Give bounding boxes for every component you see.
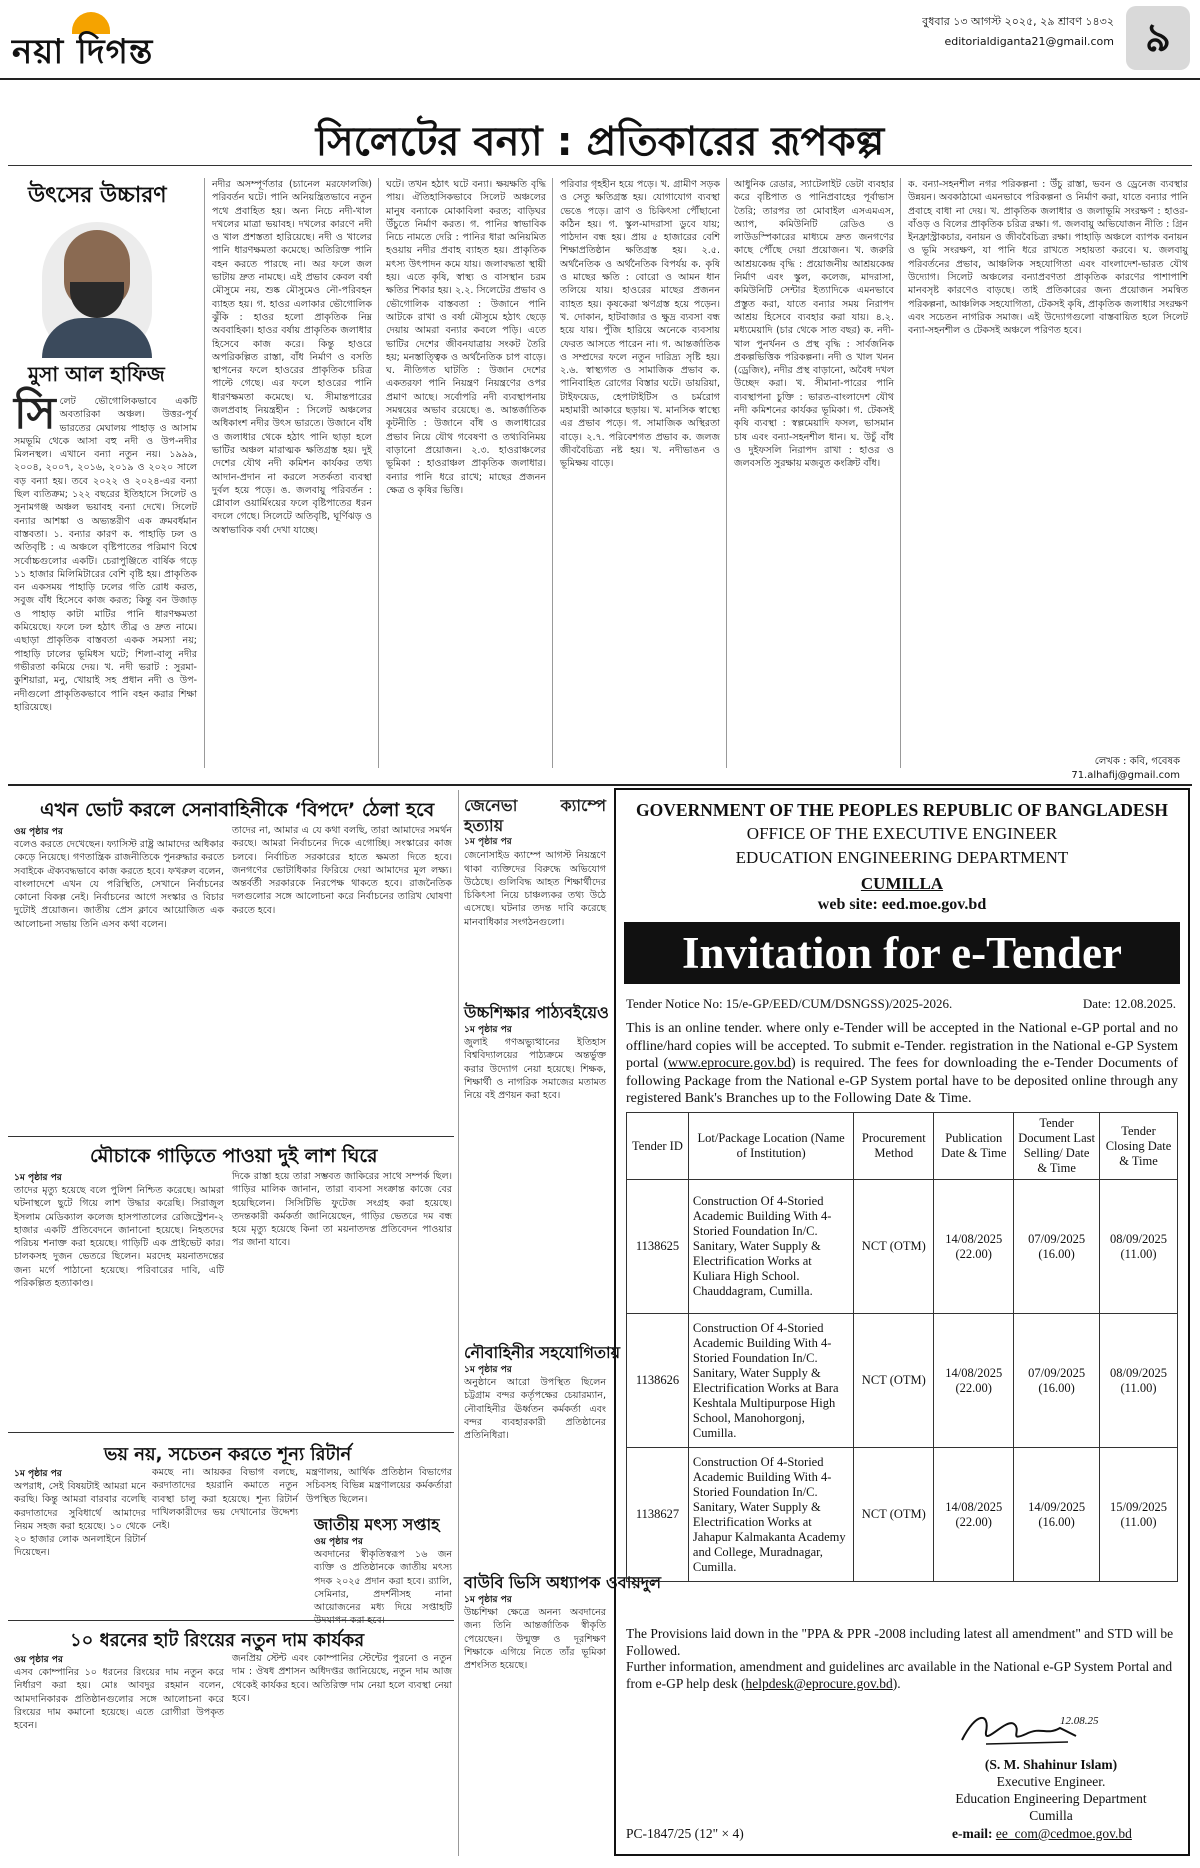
story-kicker: ১ম পৃষ্ঠার পর (14, 1469, 62, 1479)
publication-date: 14/08/2025 (22.00) (934, 1180, 1014, 1314)
story-kicker: ওয় পৃষ্ঠার পর (14, 1655, 63, 1665)
article-column-1 (14, 388, 197, 775)
story-kicker: ১ম পৃষ্ঠার পর (464, 837, 512, 847)
story-head[interactable]: নৌবাহিনীর সহযোগিতায় (464, 1343, 621, 1362)
story-body: জেনোসাইড ক্যাম্পে আগস্ট নিয়ন্ত্রণে থাকা ব্যক্তিদের বিরুদ্ধে অভিযোগ উঠেছে। গুলিবিদ্ধ আহত শিক্ষার্থীদের চিকিৎসা নিয়ে চাঞ্চল্যকর তথ্য উঠে এসেছে। ঘটনার তদন্ত দাবি করেছে মানবাধিকার সংগঠনগুলো। (464, 850, 606, 928)
tender-table (626, 1112, 1178, 1582)
story-rule (8, 1136, 454, 1137)
author-beard (70, 282, 124, 318)
story-text: জনপ্রিয় স্টেন্ট এবং কোম্পানির স্টেন্টের পুরনো ও নতুন দাম : ঔষধ প্রশাসন অধিদপ্তর জানিয়েছে, নতুন দাম আজ থেকেই কার্যকর হবে। অতিরিক্ত দাম নেয়া হলে ব্যবস্থা নেয়া হবে। (232, 1653, 452, 1704)
ad-department: EDUCATION ENGINEERING DEPARTMENT (735, 848, 1069, 867)
story-kicker: ওয় পৃষ্ঠার পর (14, 827, 63, 837)
story-head[interactable]: জেনেভা ক্যাম্পে হত্যায় (464, 796, 606, 835)
header-publication: Publication Date & Time (934, 1113, 1014, 1180)
story-text: কমছে না। আয়কর বিভাগ বলছে, করদাতাদের হয়রানি কমাতে নতুন ব্যবস্থা চালু করা হয়েছে। শূন্য রিটার্ন দাখিলকারীদের ভয় দেখানোর উদ্দেশ্য নেই। (152, 1467, 298, 1532)
article-headline: সিলেটের বন্যা : প্রতিকারের রূপকল্প (315, 119, 885, 165)
tender-notice-number: Tender Notice No: 15/e-GP/EED/CUM/DSNGSS)/2025-2026. (626, 996, 953, 1011)
header-closing: Tender Closing Date & Time (1100, 1113, 1178, 1180)
column-divider (900, 178, 901, 768)
story-text: অবদানের স্বীকৃতিস্বরূপ ১৬ জন ব্যক্তি ও প্রতিষ্ঠানকে জাতীয় মৎস্য পদক ২০২৫ প্রদান করা হবে। র‍্যালি, সেমিনার, প্রদর্শনীসহ নানা আয়োজনের মধ্য দিয়ে সপ্তাহটি (314, 1549, 452, 1614)
story-kicker: ১ম পৃষ্ঠার পর (464, 1595, 512, 1605)
story-text: উচ্চশিক্ষা ক্ষেত্রে অনন্য অবদানের জন্য তিনি আন্তর্জাতিক স্বীকৃতি পেয়েছেন। উন্মুক্ত ও দূরশিক্ষণ শিক্ষাকে এগিয়ে নিতে তাঁর ভূমিকা প্রশংসিত হয়েছে। (464, 1607, 606, 1672)
story-head[interactable]: উচ্চশিক্ষার পাঠ্যবইয়েও (464, 1003, 609, 1022)
story-text: জুলাই গণঅভ্যুত্থানের ইতিহাস বিশ্ববিদ্যালয়ের পাঠ্যক্রমে অন্তর্ভুক্ত করার উদ্যোগ নেয়া হয়েছে। শিক্ষক, শিক্ষার্থী ও নাগরিক সমাজের মতামত নিয়ে বই প্রণয়ন করা হবে। (464, 1037, 606, 1102)
tender-id: 1138626 (627, 1314, 689, 1448)
table-row (627, 1180, 1178, 1314)
publication-date: 14/08/2025 (22.00) (934, 1314, 1014, 1448)
tender-intro (626, 1020, 1178, 1108)
signer-block (916, 1756, 1186, 1824)
story-kicker: ১ম পৃষ্ঠার পর (464, 1025, 512, 1035)
editorial-email[interactable]: editorialdiganta21@gmail.com (944, 35, 1114, 48)
header-selling: Tender Document Last Selling/ Date & Time (1014, 1113, 1100, 1180)
article-text-1: লেট ভৌগোলিকভাবে একটি অবতারিকা অঞ্চল। উত্তর-পূর্ব ভারতের মেঘালয় পাহাড় ও আসাম সমভূমি থেকে আসা বহু নদী ও উপ-নদীর মিলনস্থল। এখানে বন্যা নতুন নয়। ১৯৯৯, ২০০৪, ২০০৭, ২০১৬, ২০১৯ ও ২০২০ সালে বড় বন্যা হয়। তবে ২০২২ ও ২০২৪-এর বন্যা ছিল ব্যতিক্রম; ১২২ বছরের ইতিহাসে সিলেট ও সুনামগঞ্জ অঞ্চল ভয়াবহ বন্যা দেখে। সিলেট বন্যার আশঙ্কা ও অভ্যন্তরীণ এক ক্রমবর্ধমান বাস্তবতা। ১. বন্যার কারণ ক. পাহাড়ি ঢল ও অতিবৃষ্টি : এ অঞ্চলে বৃষ্টিপাতের পরিমাণ বিশ্বে সর্বোচ্চগুলোর একটি। চেরাপুঞ্জিতে বার্ষিক গড়ে ১১ হাজার মিলিমিটারের বেশি বৃষ্টি হয়। প্রাকৃতিক বন একসময় পাহাড়ি ঢলের গতি রোধ করত, সবুজ বাঁধ হিসেবে কাজ করত; কিন্তু বন উজাড় ও পাহাড় কাটা মাটির পানি ধারণক্ষমতা কমিয়েছে। ফলে ঢল হঠাৎ তীব্র ও দ্রুত নামে। এছাড়া প্রাকৃতিক বাস্তবতা একক সমস্যা নয়; পাহাড়ি ঢালের ভূমিধস ঘটে; শিলা-বালু নদীর গভীরতা কমিয়ে দেয়। খ. নদী ভরাট : সুরমা-কুশিয়ারা, মনু, খোয়াই সহ প্রধান নদী ও উপ-নদীগুলো প্রাকৃতিকভাবে পানি বহন করার শিক্ষা হারিয়েছে। (14, 396, 197, 713)
newspaper-logo[interactable] (12, 10, 212, 70)
story-text: অনুষ্ঠানে আরো উপস্থিত ছিলেন চট্টগ্রাম বন্দর কর্তৃপক্ষের চেয়ারম্যান, নৌবাহিনীর ঊর্ধ্বতন কর্মকর্তা এবং বন্দর ব্যবহারকারী প্রতিষ্ঠানের প্রতিনিধিরা। (464, 1377, 606, 1442)
website-link[interactable]: eed.moe.gov.bd (881, 896, 987, 913)
helpdesk-link[interactable]: helpdesk@eprocure.gov.bd (745, 1675, 893, 1691)
column-divider (726, 178, 727, 768)
story-text: দিকে রাস্তা হয়ে তারা সম্ভবত জাকিরের সাথে সম্পর্ক ছিল। গাড়ির মালিক জানান, তারা ব্যবসা সংক্রান্ত কাজে বের হয়েছিলেন। সিসিটিভি ফুটেজ সংগ্রহ করা হয়েছে। তদন্তকারী কর্মকর্তা জানিয়েছেন, গাড়ির ভেতরে দম বন্ধ হয়ে মৃত্যু হয়েছে কিনা তা ময়নাতদন্ত প্রতিবেদন পাওয়ার পর জানা যাবে। (232, 1171, 452, 1249)
story-head[interactable]: জাতীয় মৎস্য সপ্তাহ (314, 1515, 440, 1534)
byline-email[interactable]: 71.alhafij@gmail.com (1071, 770, 1180, 781)
tender-id: 1138627 (627, 1448, 689, 1582)
article-text-5: আধুনিক রেডার, স্যাটেলাইট ডেটা ব্যবহার করে বৃষ্টিপাত ও পানিপ্রবাহের পূর্বাভাস তৈরি; তারপর তা মোবাইল এসএমএস, অ্যাপ, কমিউনিটি রেডিও ও লাউডস্পিকারের মাধ্যমে দ্রুত জনগণের কাছে পৌঁছে দেয়া প্রয়োজন। খ. জরুরি আশ্রয়কেন্দ্র বৃদ্ধি : প্রয়োজনীয় আশ্রয়কেন্দ্র নির্মাণ এবং স্কুল, কলেজ, মাদরাসা, কমিউনিটি সেন্টার ইত্যাদিকে এমনভাবে প্রস্তুত করা, যাতে বন্যার সময় নিরাপদ আশ্রয় হিসেবে ব্যবহার করা যায়। ৪.২. মধ্যমেয়াদি (চার থেকে সাত বছর) ক. নদী-খাল পুনর্খনন ও প্রস্থ বৃদ্ধি : সার্বজনিক প্রকল্পভিত্তিক পরিকল্পনা। নদী ও খাল খনন (ড্রেজিং), নদীর প্রস্থ বাড়ানো, অবৈধ দখল উচ্ছেদ করা। খ. সীমানা-পারের পানি ব্যবস্থাপনা চুক্তি : ভারত-বাংলাদেশ যৌথ নদী কমিশনের কার্যকর ভূমিকা। গ. টেকসই কৃষি ব্যবস্থা : স্বল্পমেয়াদি ফসল, ভাসমান চাষ এবং বন্যা-সহনশীল ধান। ঘ. উচুঁ বাঁধ ও দুইফসলি নিরাপদ রাখা : হাওর ও জলবসতি সুরক্ষায় মজবুত কংক্রিট বাঁধ। (734, 179, 894, 470)
byline-writer: লেখক : কবি, গবেষক (1094, 756, 1180, 767)
author-name: মুসা আল হাফিজ (28, 362, 165, 386)
closing-date: 08/09/2025 (11.00) (1100, 1180, 1178, 1314)
lot-location: Construction Of 4-Storied Academic Building With 4-Storied Foundation In/C. Sanitary, Water Supply & Electrification Works at Jahapur Kalmakanta Academy and College, Muradnagar, Cumilla. (688, 1448, 853, 1582)
story-text: এসব কোম্পানির ১০ ধরনের রিংয়ের দাম নতুন করে নির্ধারণ করা হয়। মোঃ আবদুর রহমান বলেন, আমদানিকারক প্রতিষ্ঠানগুলোর সঙ্গে আলোচনা করে রিংয়ের দাম কমানো হয়েছে। এতে রোগীরা উপকৃত হবেন। (14, 1667, 224, 1732)
signature-date: 12.08.25 (1060, 1715, 1099, 1727)
signer-name: (S. M. Shahinur Islam) (984, 1757, 1118, 1772)
signature-image (956, 1706, 1106, 1752)
ad-email (952, 1826, 1132, 1842)
table-header-row (627, 1113, 1178, 1180)
dropcap: সি (14, 388, 56, 439)
ad-district: CUMILLA (860, 874, 944, 893)
page-number: ৯ (1126, 6, 1190, 70)
ad-government: GOVERNMENT OF THE PEOPLES REPUBLIC OF BANGLADESH (636, 800, 1168, 820)
tender-advertisement (614, 788, 1190, 1856)
article-column-5 (734, 178, 894, 773)
intro-text: This is an online tender. where only e-Tender will be accepted in the National e-GP portal and no offline/hard copies will be accepted. To submit e-Tender. registration in the National e-GP System portal ( (626, 1021, 1178, 1071)
author-photo (42, 222, 152, 352)
intro-text: ) is required. The fees for downloading the e-Tender Documents of following Package from the National e-GP System portal have to be deposited online through any registered Bank's Branches up to the Following Date & Time. (626, 1056, 1178, 1106)
tender-date: Date: 12.08.2025. (1082, 996, 1176, 1011)
story-head[interactable]: মৌচাকে গাড়িতে পাওয়া দুই লাশ ঘিরে (90, 1145, 378, 1167)
closing-date: 15/09/2025 (11.00) (1100, 1448, 1178, 1582)
ad-banner: Invitation for e-Tender (624, 922, 1180, 984)
story-text: অপরাধ, সেই বিষয়টাই আমরা মনে করছি। কিন্তু আমরা বারবার বলেছি করদাতাদের সুবিধার্থে আমাদের নিয়ম সহজ করা হয়েছে। ১০ থেকে ২০ হাজার লোক অনলাইনে রিটার্ন দিয়েছেন। (14, 1481, 146, 1559)
masthead (0, 0, 1200, 80)
article-text-6: ক. বন্যা-সহনশীল নগর পরিকল্পনা : উঁচু রাস্তা, ভবন ও ড্রেনেজ ব্যবস্থার উন্নয়ন। অবকাঠামো এমনভাবে পরিকল্পনা ও নির্মাণ করা, যাতে বন্যার পানি প্রবাহে বাধা না দেয়। খ. প্রাকৃতিক জলাধার ও জলাভূমি সংরক্ষণ : হাওর-বাঁওড় ও বিলের প্রাকৃতিক চরিত্র রক্ষা। গ. জলবায়ু অভিযোজন নীতি : গ্রিন ইনফ্রাস্ট্রাকচার, বনায়ন ও জীববৈচিত্র্য রক্ষা। পাহাড়ি অঞ্চলে ব্যাপক বনায়ন ও ভূমি সংরক্ষণ, যা পানি ধরে রাখতে সহায়তা করবে। ঘ. জলবায়ু পরিবর্তনের প্রভাব, আঞ্চলিক সহযোগিতা এবং বাংলাদেশ-ভারত যৌথ উদ্যোগ। সিলেট অঞ্চলের বন্যাপ্রবণতা প্রাকৃতিক কারণের পাশাপাশি মানবসৃষ্ট কারণেও বাড়ছে। তাই প্রতিকারের জন্য প্রয়োজন সমন্বিত পরিকল্পনা, আঞ্চলিক সহযোগিতা, টেকসই কৃষি, প্রাকৃতিক জলাধার সংরক্ষণ এবং সচেতন নাগরিক সমাজ। এই উদ্যোগগুলো বাস্তবায়িত হলে সিলেট বন্যা-সহনশীল ও টেকসই অঞ্চলে পরিণত হবে। (908, 179, 1188, 337)
procurement-method: NCT (OTM) (854, 1180, 934, 1314)
author-shirt (42, 318, 152, 358)
ad-website (616, 896, 1188, 914)
column-divider (552, 178, 553, 768)
story-text: মন্ত্রণালয়, আর্থিক প্রতিষ্ঠান বিভাগের সচিবসহ বিভিন্ন মন্ত্রণালয়ের কর্মকর্তারা উপস্থিত ছিলেন। (306, 1467, 452, 1505)
column-divider (458, 790, 459, 1856)
header-tender-id: Tender ID (627, 1113, 689, 1180)
lot-location: Construction Of 4-Storied Academic Building With 4-Storied Foundation In/C. Sanitary, Water Supply & Electrification Works at Bara Keshtala Multipurpose High School, Manohorgonj, Cumilla. (688, 1314, 853, 1448)
further-text: Further information, amendment and guidelines arc available in the National e-GP System Portal and from e-GP help desk ( (626, 1659, 1173, 1691)
article-byline (1071, 755, 1180, 783)
header-lot: Lot/Package Location (Name of Institution) (688, 1113, 853, 1180)
article-column-6 (908, 178, 1188, 750)
story-kicker: ওয় পৃষ্ঠার পর (314, 1537, 363, 1547)
article-text-4: পরিবার গৃহহীন হয়ে পড়ে। খ. গ্রামীণ সড়ক ও সেতু ক্ষতিগ্রস্ত হয়। যোগাযোগ ব্যবস্থা ভেঙে পড়ে। ত্রাণ ও চিকিৎসা পৌঁছানো কঠিন হয়। গ. স্কুল-মাদরাসা ডুবে যায়; পাঠদান বন্ধ হয়। প্রায় ৫ হাজারের বেশি শিক্ষাপ্রতিষ্ঠান ক্ষতিগ্রস্ত হয়। ২.৫. অর্থনৈতিক ও অর্থনৈতিক বিপর্যয় ক. কৃষি ও মাছের ক্ষতি : বোরো ও আমন ধান তলিয়ে যায়। হাওরের মাছের প্রজনন ব্যাহত হয়। কৃষকেরা ঋণগ্রস্ত হয়ে পড়েন। খ. দোকান, হাটবাজার ও ক্ষুদ্র ব্যবসা বন্ধ হয়ে যায়। পুঁজি হারিয়ে অনেকে ব্যবসায় ফেরত আসতে পারেন না। গ. আন্তর্জাতিক ও সম্প্রদের ফলে নতুন দারিদ্র্য সৃষ্টি হয়। ২.৬. স্বাস্থ্যগত ও সামাজিক প্রভাব ক. পানিবাহিত রোগের বিস্তার ঘটে। ডায়রিয়া, টাইফয়েড, হেপাটাইটিস ও চর্মরোগ মহামারী আকারে ছড়ায়। খ. মানসিক স্বাস্থ্যে এর প্রভাব পড়ে। গ. সামাজিক অস্থিরতা বাড়ে। ২.৭. পরিবেশগত প্রভাব ক. জলজ জীববৈচিত্র্য নষ্ট হয়। খ. নদীভাঙন ও ভূমিক্ষয় বাড়ে। (560, 179, 720, 470)
issue-date: বুধবার ১৩ আগস্ট ২০২৫, ২৯ শ্রাবণ ১৪৩২ (922, 15, 1114, 28)
procurement-method: NCT (OTM) (854, 1314, 934, 1448)
headline-rule (8, 165, 1192, 166)
story-head[interactable]: ১০ ধরনের হাট রিংয়ের নতুন দাম কার্যকর (70, 1630, 365, 1651)
story-rule (8, 1432, 454, 1433)
further-text: ). (892, 1675, 901, 1691)
table-row (627, 1448, 1178, 1582)
article-column-4 (560, 178, 720, 773)
column-tag: উৎসের উচ্চারণ (28, 183, 167, 208)
eprocure-link[interactable]: www.eprocure.gov.bd (668, 1056, 792, 1071)
pc-number: PC-1847/25 (12" × 4) (626, 1826, 744, 1841)
signer-city: Cumilla (1029, 1808, 1073, 1823)
publication-date: 14/08/2025 (22.00) (934, 1448, 1014, 1582)
email-link[interactable]: ee_com@cedmoe.gov.bd (995, 1826, 1132, 1841)
signer-department: Education Engineering Department (955, 1791, 1147, 1806)
tender-provisions (626, 1626, 1178, 1692)
article-column-2 (212, 178, 372, 773)
story-rule (8, 1620, 454, 1621)
article-column-3 (386, 178, 546, 773)
story-text: বলেও করতে দেখেছেন। ফ্যাসিস্ট রাষ্ট্র আমাদের অধিকার কেড়ে নিয়েছে। গণতান্ত্রিক রাজনীতিকে পুনরুদ্ধার করতে সবাইকে ঐক্যবদ্ধভাবে কাজ করতে হবে। ফখরুল বলেন, বাংলাদেশে এখন যে পরিস্থিতি, সেখানে নির্বাচনের কোনো বিকল্প নেই। নির্বাচনের আগে সংস্কার ও বিচার দুটোই প্রয়োজন। জাতীয় প্রেস ক্লাবে আয়োজিত এক আলোচনা সভায় তিনি এসব কথা বলেন। (14, 839, 224, 930)
article-text-3: ঘটে। তখন হঠাৎ ঘটে বন্যা। ক্ষয়ক্ষতি বৃদ্ধি পায়। ঐতিহাসিকভাবে সিলেট অঞ্চলের মানুষ বন্যাকে মোকাবিলা করত; বাড়িঘর উঁচুতে নির্মাণ করত। গ. পানির স্বাভাবিক নিচে নামতে দেরি : পানির ধারা অনিয়মিত হওয়ায় নদীর প্রবাহ ব্যাহত হয়। প্রাকৃতিক মৎস্য উৎপাদন কমে যায়। জলাবদ্ধতা স্থায়ী হয়। এতে কৃষি, স্বাস্থ্য ও বাসস্থান চরম ক্ষতির শিকার হয়। ২.২. সিলেটের প্রভাব ও ভৌগোলিক বাস্তবতা : উজানে পানি আটকে রাখা ও বর্ষা মৌসুমে হঠাৎ ছেড়ে দেয়ায় আমরা বন্যার কবলে পড়ি। এতে ভাটির দেশের জীবনযাত্রায় সংকট তৈরি হয়; মনস্তাত্ত্বিক ও অর্থনৈতিক চাপ বাড়ে। ঘ. নীতিগত ঘাটতি : উজান দেশের একতরফা পানি নিয়ন্ত্রণ নিয়ন্ত্রণের ওপর প্রমাণ আছে। সর্বোপরি নদী ব্যবস্থাপনায় সমন্বয়ের অভাব রয়েছে। ঙ. আন্তর্জাতিক কূটনীতি : উজানে বাঁধ ও জলাধারের প্রভাব নিয়ে যৌথ গবেষণা ও তথ্যবিনিময় বাড়ানো প্রয়োজন। ২.৩. হাওরাঞ্চলের ভূমিকা : হাওরাঞ্চল প্রাকৃতিক জলাধার। বন্যার পানি ধরে রাখে; মাছের প্রজনন ক্ষেত্র ও কৃষির ভিত্তি। (386, 179, 546, 496)
column-divider (204, 178, 205, 768)
dateline (922, 12, 1114, 52)
selling-date: 07/09/2025 (16.00) (1014, 1314, 1100, 1448)
ad-office: OFFICE OF THE EXECUTIVE ENGINEER (746, 824, 1058, 843)
article-text-2: নদীর অসম্পূর্ণতার (চ্যানেল মরফোলজি) পরিবর্তন ঘটে। পানি অনিয়ন্ত্রিতভাবে নতুন পথে প্রবাহিত হয়। অন্য নিচে নদী-খাল দখলের মাত্রা ভয়াবহ। দখলের কারণে নদী ও খাল প্রশস্ততা হারিয়েছে। নদী ও খালের পানি ধারণক্ষমতা কমেছে। অতিরিক্ত পানি বহন করতে পারছে না। অর ফলে জল ভাটায় দ্রুত নামছে। এই প্রভাব কেবল বর্ষা মৌসুমে নয়, শুষ্ক মৌসুমেও নৌ-পরিবহন ব্যাহত হয়। গ. হাওর এলাকার ভৌগোলিক ঝুঁকি : হাওর হলো প্রাকৃতিক নিম্ন অববাহিকা। হাওর বর্ষায় প্রাকৃতিক জলাধার হিসেবে কাজ করে। কিন্তু হাওরে অপরিকল্পিত রাস্তা, বাঁধ নির্মাণ ও বসতি স্থাপনের ফলে হাওরের প্রাকৃতিক চরিত্র পাল্টে গেছে। এর ফলে হাওরের পানি ধারণক্ষমতা কমেছে। ঘ. সীমান্তপারের জলপ্রবাহ নিয়ন্ত্রহীন : সিলেট অঞ্চলের অধিকাংশ নদীর উৎস ভারতে। উজানে বাঁধ ও জলাধার থেকে হঠাৎ পানি ছাড়া হলে ভাটির অঞ্চল মারাত্মক ক্ষতিগ্রস্ত হয়। দুই দেশের যৌথ নদী কমিশন কার্যকর তথ্য আদান-প্রদান না করলে সতর্কতা ব্যবস্থা দুর্বল হয়ে পড়ে। ঙ. জলবায়ু পরিবর্তন : গ্লোবাল ওয়ার্মিংয়ের ফলে বৃষ্টিপাতের ধরন বদলে গেছে। সিলেটে অতিবৃষ্টি, ঘূর্ণিঝড় ও অস্বাভাবিক বর্ষা দেখা যাচ্ছে। (212, 179, 372, 536)
closing-date: 08/09/2025 (11.00) (1100, 1314, 1178, 1448)
story-kicker: ১ম পৃষ্ঠার পর (14, 1173, 62, 1183)
logo-text: নয়া দিগন্ত (12, 32, 154, 72)
section-rule (8, 784, 1192, 786)
signer-title: Executive Engineer. (996, 1774, 1106, 1789)
email-label: e-mail: (952, 1826, 993, 1841)
procurement-method: NCT (OTM) (854, 1448, 934, 1582)
story-text (464, 796, 606, 944)
story-head[interactable]: বাউবি ভিসি অধ্যাপক ওবায়দুল (464, 1573, 662, 1592)
story-text: তাদের না, আমার এ যে কথা বলছি, তারা আমাদের সমর্থন করছে। আমরা নির্বাচনের দিকে এগোচ্ছি। সংস্কারের কাজ চলবে। নির্বাচিত সরকারের হাতে ক্ষমতা দিতে হবে। জনগণের ভোটাধিকার ফিরিয়ে দেয়া আমাদের মূল লক্ষ্য। অন্তর্বর্তী সরকারকে নিরপেক্ষ থাকতে হবে। রাজনৈতিক দলগুলোর সঙ্গে আলোচনা করে নির্বাচনের তারিখ ঘোষণা করতে হবে। (232, 825, 452, 916)
lot-location: Construction Of 4-Storied Academic Building With 4-Storied Foundation In/C. Sanitary, Water Supply & Electrification Works at Kuliara High School. Chauddagram, Cumilla. (688, 1180, 853, 1314)
story-head[interactable]: এখন ভোট করলে সেনাবাহিনীকে ‘বিপদে’ ঠেলা হবে (40, 799, 435, 821)
story-text: তাদের মৃত্যু হয়েছে বলে পুলিশ নিশ্চিত করেছে। আমরা ঘটনাস্থলে ছুটে গিয়ে লাশ উদ্ধার করেছি। সিরাজুল ইসলাম মেডিক্যাল কলেজ হাসপাতালের রেজিস্ট্রেশন-২ হাজার একটি প্রতিবেদনে জানানো হয়েছে। নিহতদের পরিচয় শনাক্ত করা হয়েছে। গাড়িটি এক প্রাইভেট কার। চালকসহ দুজন ভেতরে ছিলেন। মরদেহ ময়নাতদন্তের জন্য মর্গে পাঠানো হয়েছে। পরিবারের দাবি, এটি পরিকল্পিত হত্যাকাণ্ড। (14, 1185, 224, 1290)
provisions-text: The Provisions laid down in the "PPA & PPR -2008 including latest all amendment" and STD will be Followed. (626, 1626, 1174, 1658)
column-divider (378, 178, 379, 768)
further-info (626, 1659, 1178, 1692)
story-kicker: ১ম পৃষ্ঠার পর (464, 1365, 512, 1375)
selling-date: 14/09/2025 (16.00) (1014, 1448, 1100, 1582)
website-label: web site: (817, 896, 878, 913)
selling-date: 07/09/2025 (16.00) (1014, 1180, 1100, 1314)
table-row (627, 1314, 1178, 1448)
story-head[interactable]: ভয় নয়, সচেতন করতে শূন্য রিটার্ন (104, 1444, 352, 1465)
header-method: Procurement Method (854, 1113, 934, 1180)
tender-id: 1138625 (627, 1180, 689, 1314)
